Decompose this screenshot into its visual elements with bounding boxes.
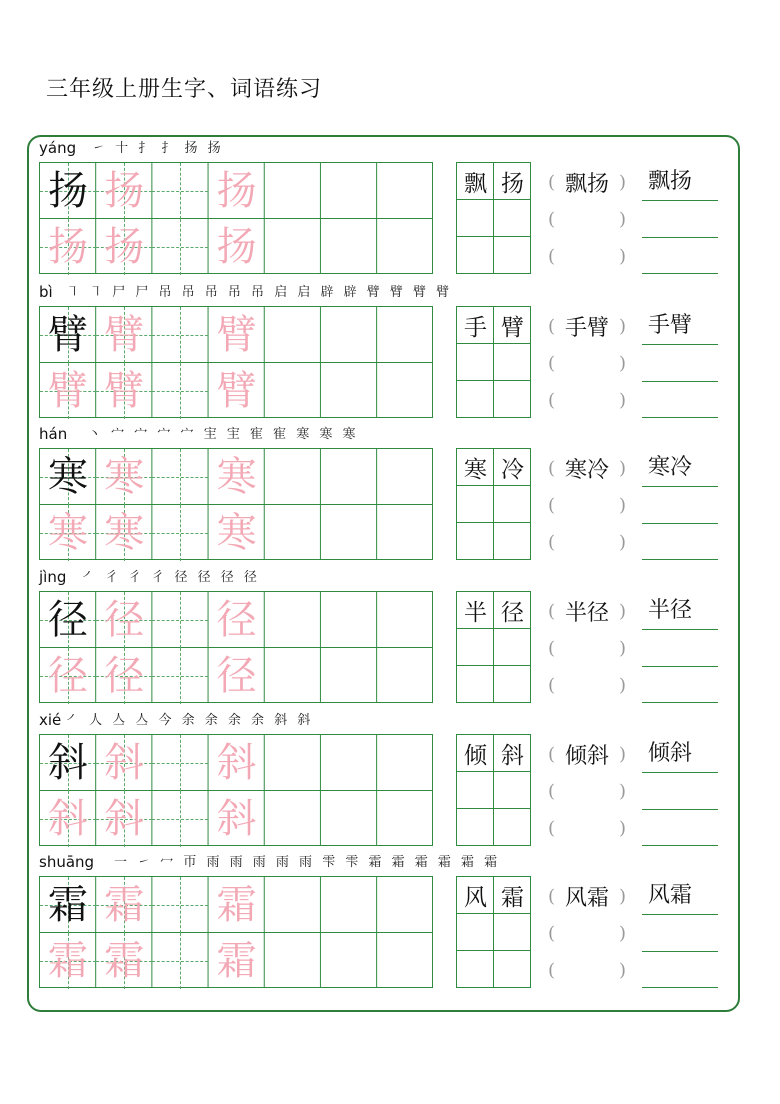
paren-close: ) xyxy=(618,494,626,516)
trace-char: 臂 xyxy=(48,367,88,414)
writing-cell[interactable] xyxy=(377,363,433,419)
paren-close: ) xyxy=(618,600,626,622)
trace-char: 扬 xyxy=(104,168,145,214)
writing-cell[interactable] xyxy=(152,933,208,989)
writing-cell[interactable] xyxy=(321,219,377,275)
write-line[interactable] xyxy=(642,914,718,915)
paren-close: ) xyxy=(618,743,626,765)
paren-row[interactable] xyxy=(548,308,626,344)
write-line[interactable] xyxy=(642,523,718,524)
trace-char: 寒 xyxy=(216,454,257,500)
writing-cell[interactable] xyxy=(377,592,433,648)
write-line[interactable] xyxy=(642,702,718,703)
line-word: 飘扬 xyxy=(648,169,693,194)
model-char: 臂 xyxy=(48,312,88,358)
paren-open: ( xyxy=(548,245,556,267)
trace-char: 臂 xyxy=(216,312,257,358)
word-char-1: 飘 xyxy=(464,171,487,197)
writing-cell[interactable] xyxy=(265,505,321,561)
trace-char: 径 xyxy=(216,597,257,643)
word-char-1: 寒 xyxy=(464,457,487,483)
word-char-2: 扬 xyxy=(501,171,524,197)
writing-cell[interactable] xyxy=(209,307,265,363)
writing-cell[interactable] xyxy=(96,363,152,419)
word-char-2: 径 xyxy=(501,600,524,626)
pinyin-label: xié xyxy=(39,711,62,729)
write-line[interactable] xyxy=(642,629,718,630)
paren-row[interactable] xyxy=(548,667,626,703)
write-line[interactable] xyxy=(642,809,718,810)
pinyin-label: bì xyxy=(39,283,53,301)
paren-row[interactable] xyxy=(548,952,626,988)
writing-cell[interactable] xyxy=(40,648,96,704)
page-title: 三年级上册生字、词语练习 xyxy=(46,77,323,102)
writing-cell[interactable] xyxy=(40,592,96,648)
paren-close: ) xyxy=(618,637,626,659)
paren-row[interactable] xyxy=(548,630,626,666)
paren-close: ) xyxy=(618,245,626,267)
writing-cell[interactable] xyxy=(96,735,152,791)
model-char: 寒 xyxy=(48,454,88,500)
writing-cell[interactable] xyxy=(96,219,152,275)
trace-char: 斜 xyxy=(216,795,257,842)
writing-cell[interactable] xyxy=(321,791,377,847)
writing-cell[interactable] xyxy=(40,219,96,275)
trace-char: 臂 xyxy=(104,367,145,414)
word-grid xyxy=(456,876,531,988)
model-char: 径 xyxy=(48,597,88,643)
writing-grid xyxy=(39,876,433,988)
paren-close: ) xyxy=(618,674,626,696)
paren-open: ( xyxy=(548,171,556,193)
paren-close: ) xyxy=(618,208,626,230)
paren-column xyxy=(548,736,626,846)
writing-cell[interactable] xyxy=(152,163,208,219)
paren-close: ) xyxy=(618,531,626,553)
writing-cell[interactable] xyxy=(209,791,265,847)
trace-char: 斜 xyxy=(216,740,257,786)
trace-char: 霜 xyxy=(104,882,145,928)
paren-word: 风霜 xyxy=(564,885,609,911)
paren-open: ( xyxy=(548,959,556,981)
writing-cell[interactable] xyxy=(209,877,265,933)
writing-cell[interactable] xyxy=(152,735,208,791)
writing-cell[interactable] xyxy=(265,933,321,989)
paren-open: ( xyxy=(548,352,556,374)
trace-char: 扬 xyxy=(216,168,257,214)
paren-row[interactable] xyxy=(548,201,626,237)
writing-cell[interactable] xyxy=(209,505,265,561)
paren-row[interactable] xyxy=(548,915,626,951)
writing-cell[interactable] xyxy=(152,505,208,561)
paren-word: 飘扬 xyxy=(564,171,609,197)
writing-cell[interactable] xyxy=(209,163,265,219)
writing-cell[interactable] xyxy=(96,933,152,989)
line-word: 倾斜 xyxy=(648,741,693,766)
writing-cell[interactable] xyxy=(40,735,96,791)
paren-row[interactable] xyxy=(548,238,626,274)
writing-cell[interactable] xyxy=(209,219,265,275)
writing-cell[interactable] xyxy=(96,592,152,648)
word-char-2: 霜 xyxy=(501,885,524,911)
paren-open: ( xyxy=(548,780,556,802)
writing-grid xyxy=(39,162,433,274)
paren-close: ) xyxy=(618,922,626,944)
writing-grid xyxy=(39,448,433,560)
writing-cell[interactable] xyxy=(377,307,433,363)
writing-cell[interactable] xyxy=(152,449,208,505)
trace-char: 霜 xyxy=(48,937,88,984)
writing-cell[interactable] xyxy=(152,219,208,275)
trace-char: 扬 xyxy=(216,223,257,270)
char-block xyxy=(0,709,780,852)
stroke-order: ㇒ 彳 彳 彳 径 径 径 径 xyxy=(82,570,260,585)
writing-cell[interactable] xyxy=(377,648,433,704)
writing-cell[interactable] xyxy=(96,163,152,219)
writing-cell[interactable] xyxy=(96,648,152,704)
writing-cell[interactable] xyxy=(152,877,208,933)
paren-open: ( xyxy=(548,743,556,765)
pinyin-label: yáng xyxy=(39,139,77,157)
write-line[interactable] xyxy=(642,987,718,988)
writing-cell[interactable] xyxy=(265,163,321,219)
writing-cell[interactable] xyxy=(40,791,96,847)
paren-word: 半径 xyxy=(564,600,609,626)
writing-cell[interactable] xyxy=(209,735,265,791)
paren-close: ) xyxy=(618,457,626,479)
paren-column xyxy=(548,450,626,560)
writing-cell[interactable] xyxy=(265,648,321,704)
paren-open: ( xyxy=(548,674,556,696)
writing-grid xyxy=(39,591,433,703)
writing-cell[interactable] xyxy=(152,592,208,648)
writing-cell[interactable] xyxy=(40,505,96,561)
word-char-1: 半 xyxy=(464,600,487,626)
writing-cell[interactable] xyxy=(377,163,433,219)
paren-open: ( xyxy=(548,600,556,622)
paren-open: ( xyxy=(548,494,556,516)
word-grid xyxy=(456,591,531,703)
paren-open: ( xyxy=(548,208,556,230)
writing-cell[interactable] xyxy=(377,449,433,505)
trace-char: 斜 xyxy=(104,740,145,786)
writing-cell[interactable] xyxy=(209,648,265,704)
write-line[interactable] xyxy=(642,486,718,487)
trace-char: 扬 xyxy=(104,223,145,270)
writing-grid xyxy=(39,734,433,846)
writing-cell[interactable] xyxy=(321,933,377,989)
writing-cell[interactable] xyxy=(96,505,152,561)
writing-cell[interactable] xyxy=(96,877,152,933)
paren-row[interactable] xyxy=(548,878,626,914)
writing-cell[interactable] xyxy=(96,307,152,363)
paren-row[interactable] xyxy=(548,593,626,629)
paren-row[interactable] xyxy=(548,524,626,560)
paren-column xyxy=(548,593,626,703)
writing-cell[interactable] xyxy=(321,648,377,704)
pinyin-label: hán xyxy=(39,425,68,443)
writing-cell[interactable] xyxy=(377,933,433,989)
paren-column xyxy=(548,308,626,418)
paren-word: 寒冷 xyxy=(564,457,609,483)
word-char-1: 手 xyxy=(464,315,487,341)
word-char-2: 臂 xyxy=(501,315,524,341)
char-block xyxy=(0,137,780,280)
writing-cell[interactable] xyxy=(321,307,377,363)
stroke-order: 一 ㇀ 冖 帀 雨 雨 雨 雨 雨 雫 雫 霜 霜 霜 霜 霜 霜 xyxy=(114,855,501,870)
lines-column xyxy=(642,164,718,274)
paren-close: ) xyxy=(618,171,626,193)
paren-close: ) xyxy=(618,885,626,907)
writing-cell[interactable] xyxy=(40,449,96,505)
write-line[interactable] xyxy=(642,381,718,382)
paren-row[interactable] xyxy=(548,810,626,846)
write-line[interactable] xyxy=(642,237,718,238)
trace-char: 径 xyxy=(104,652,145,699)
paren-open: ( xyxy=(548,922,556,944)
trace-char: 寒 xyxy=(48,509,88,556)
writing-cell[interactable] xyxy=(152,307,208,363)
paren-row[interactable] xyxy=(548,487,626,523)
writing-cell[interactable] xyxy=(152,791,208,847)
writing-cell[interactable] xyxy=(321,449,377,505)
paren-word: 手臂 xyxy=(564,315,609,341)
trace-char: 霜 xyxy=(216,882,257,928)
trace-char: 扬 xyxy=(48,223,88,270)
write-line[interactable] xyxy=(642,845,718,846)
paren-open: ( xyxy=(548,457,556,479)
writing-cell[interactable] xyxy=(40,877,96,933)
writing-cell[interactable] xyxy=(209,933,265,989)
paren-open: ( xyxy=(548,817,556,839)
trace-char: 臂 xyxy=(216,367,257,414)
write-line[interactable] xyxy=(642,666,718,667)
paren-word: 倾斜 xyxy=(564,743,609,769)
pinyin-label: shuāng xyxy=(39,853,95,871)
word-char-1: 倾 xyxy=(464,743,487,769)
writing-cell[interactable] xyxy=(265,307,321,363)
trace-char: 斜 xyxy=(48,795,88,842)
writing-cell[interactable] xyxy=(209,363,265,419)
writing-cell[interactable] xyxy=(377,791,433,847)
writing-cell[interactable] xyxy=(377,505,433,561)
trace-char: 寒 xyxy=(104,454,145,500)
write-line[interactable] xyxy=(642,559,718,560)
paren-row[interactable] xyxy=(548,736,626,772)
writing-cell[interactable] xyxy=(377,219,433,275)
pinyin-label: jìng xyxy=(39,568,67,586)
stroke-order: ㇒ 人 亼 亼 今 余 余 余 余 斜 斜 xyxy=(66,713,314,728)
paren-column xyxy=(548,164,626,274)
writing-cell[interactable] xyxy=(209,449,265,505)
model-char: 霜 xyxy=(48,882,88,928)
paren-open: ( xyxy=(548,885,556,907)
model-char: 斜 xyxy=(48,740,88,786)
trace-char: 径 xyxy=(48,652,88,699)
writing-cell[interactable] xyxy=(152,648,208,704)
paren-column xyxy=(548,878,626,988)
trace-char: 斜 xyxy=(104,795,145,842)
stroke-order: 丶 宀 宀 宀 宀 宔 宔 寉 寉 寒 寒 寒 xyxy=(88,427,359,442)
word-grid xyxy=(456,734,531,846)
paren-close: ) xyxy=(618,817,626,839)
trace-char: 寒 xyxy=(104,509,145,556)
trace-char: 寒 xyxy=(216,509,257,556)
writing-cell[interactable] xyxy=(152,363,208,419)
paren-close: ) xyxy=(618,959,626,981)
writing-cell[interactable] xyxy=(321,592,377,648)
lines-column xyxy=(642,878,718,988)
trace-char: 霜 xyxy=(104,937,145,984)
paren-open: ( xyxy=(548,389,556,411)
write-line[interactable] xyxy=(642,344,718,345)
model-char: 扬 xyxy=(48,168,88,214)
char-block xyxy=(0,566,780,709)
writing-cell[interactable] xyxy=(265,735,321,791)
writing-cell[interactable] xyxy=(96,449,152,505)
line-word: 手臂 xyxy=(648,313,693,338)
paren-close: ) xyxy=(618,352,626,374)
writing-cell[interactable] xyxy=(265,791,321,847)
write-line[interactable] xyxy=(642,200,718,201)
writing-cell[interactable] xyxy=(96,791,152,847)
word-char-2: 斜 xyxy=(501,743,524,769)
word-grid xyxy=(456,448,531,560)
paren-open: ( xyxy=(548,531,556,553)
paren-row[interactable] xyxy=(548,382,626,418)
lines-column xyxy=(642,736,718,846)
writing-cell[interactable] xyxy=(321,505,377,561)
writing-cell[interactable] xyxy=(265,449,321,505)
writing-cell[interactable] xyxy=(40,163,96,219)
writing-cell[interactable] xyxy=(377,735,433,791)
paren-row[interactable] xyxy=(548,345,626,381)
trace-char: 霜 xyxy=(216,937,257,984)
paren-open: ( xyxy=(548,637,556,659)
writing-cell[interactable] xyxy=(40,933,96,989)
trace-char: 径 xyxy=(216,652,257,699)
line-word: 寒冷 xyxy=(648,455,693,480)
word-char-2: 冷 xyxy=(501,457,524,483)
writing-cell[interactable] xyxy=(321,163,377,219)
paren-close: ) xyxy=(618,315,626,337)
writing-grid xyxy=(39,306,433,418)
writing-cell[interactable] xyxy=(40,363,96,419)
lines-column xyxy=(642,593,718,703)
char-block xyxy=(0,423,780,566)
paren-close: ) xyxy=(618,780,626,802)
lines-column xyxy=(642,308,718,418)
char-block xyxy=(0,281,780,424)
writing-cell[interactable] xyxy=(265,219,321,275)
writing-cell[interactable] xyxy=(265,363,321,419)
char-block xyxy=(0,851,780,994)
paren-open: ( xyxy=(548,315,556,337)
trace-char: 臂 xyxy=(104,312,145,358)
line-word: 风霜 xyxy=(648,883,693,908)
write-line[interactable] xyxy=(642,951,718,952)
writing-cell[interactable] xyxy=(377,877,433,933)
stroke-order: ㇀ 十 扌 扌 扬 扬 xyxy=(92,141,224,156)
word-grid xyxy=(456,306,531,418)
writing-cell[interactable] xyxy=(321,877,377,933)
trace-char: 径 xyxy=(104,597,145,643)
paren-row[interactable] xyxy=(548,450,626,486)
word-char-1: 风 xyxy=(464,885,487,911)
writing-cell[interactable] xyxy=(265,592,321,648)
paren-close: ) xyxy=(618,389,626,411)
writing-cell[interactable] xyxy=(209,592,265,648)
word-grid xyxy=(456,162,531,274)
write-line[interactable] xyxy=(642,417,718,418)
line-word: 半径 xyxy=(648,598,693,623)
write-line[interactable] xyxy=(642,273,718,274)
paren-row[interactable] xyxy=(548,164,626,200)
paren-row[interactable] xyxy=(548,773,626,809)
lines-column xyxy=(642,450,718,560)
stroke-order: ㇕ ㇕ 尸 尸 吊 吊 吊 吊 吊 启 启 辟 辟 臂 臂 臂 臂 xyxy=(66,285,453,300)
writing-cell[interactable] xyxy=(40,307,96,363)
writing-cell[interactable] xyxy=(265,877,321,933)
writing-cell[interactable] xyxy=(321,735,377,791)
writing-cell[interactable] xyxy=(321,363,377,419)
write-line[interactable] xyxy=(642,772,718,773)
